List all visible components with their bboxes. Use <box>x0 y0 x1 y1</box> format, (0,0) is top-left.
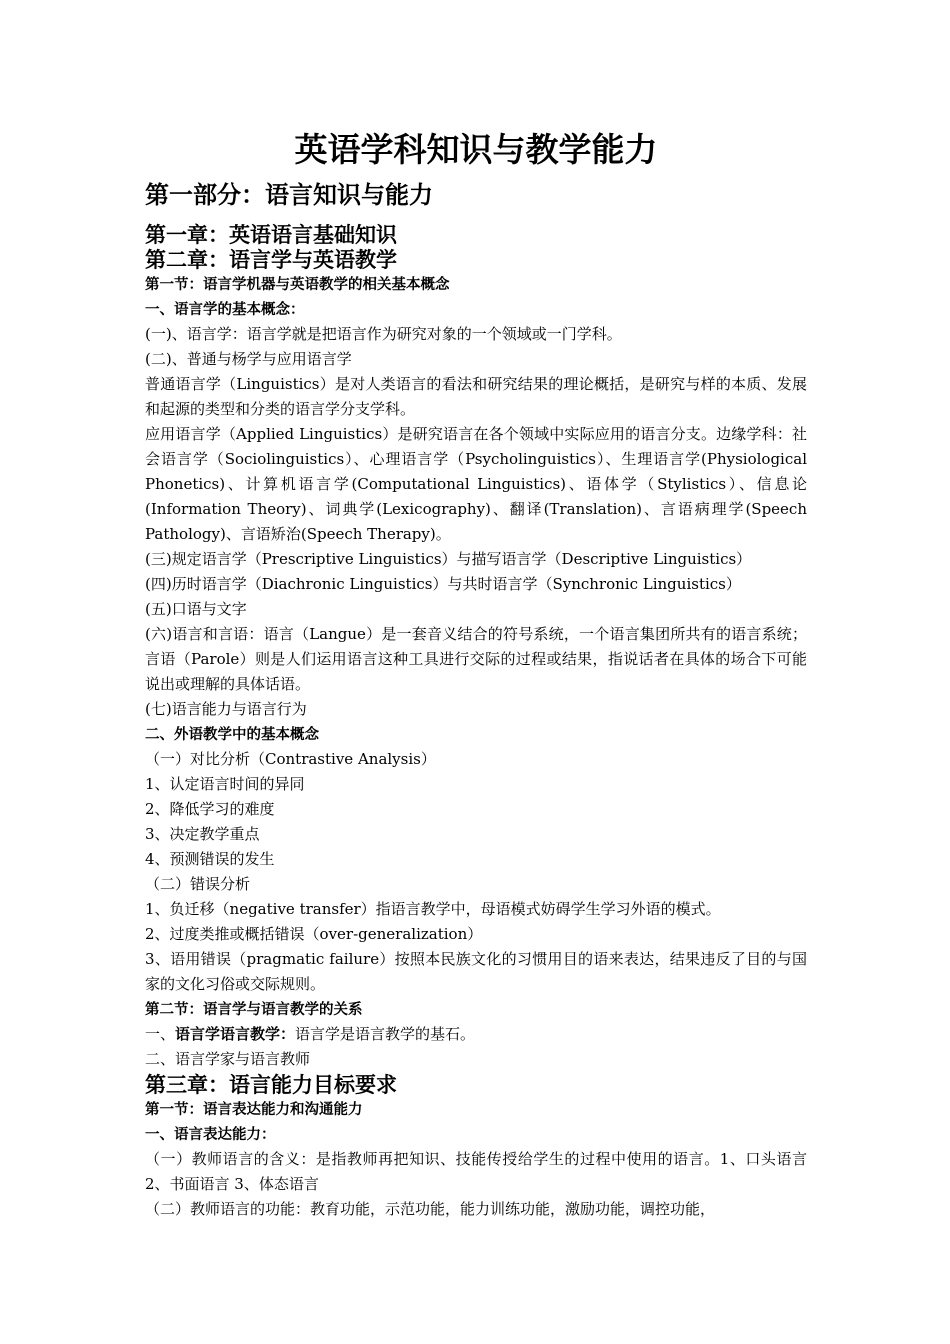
list-item: 3、决定教学重点 <box>145 825 260 843</box>
paragraph: (三)规定语言学（Prescriptive Linguistics）与描写语言学（Descriptive Linguistics） <box>145 550 752 568</box>
paragraph: （一）对比分析（Contrastive Analysis） <box>145 750 436 768</box>
paragraph: (一)、语言学：语言学就是把语言作为研究对象的一个领域或一门学科。 <box>145 325 622 343</box>
list-item: 3、语用错误（pragmatic failure）按照本民族文化的习惯用目的语来表达，结果违反了目的与国家的文化习俗或交际规则。 <box>145 950 807 993</box>
subsection-heading: 二、外语教学中的基本概念 <box>145 726 319 743</box>
document-title: 英语学科知识与教学能力 <box>294 130 658 169</box>
paragraph: (五)口语与文字 <box>145 600 247 618</box>
paragraph: (七)语言能力与语言行为 <box>145 700 307 718</box>
list-item: 4、预测错误的发生 <box>145 850 275 868</box>
paragraph: 二、语言学家与语言教师 <box>145 1050 311 1068</box>
paragraph-bold-lead: 语言学语言教学： <box>175 1025 296 1043</box>
document-body <box>145 128 807 1222</box>
part-heading: 第一部分：语言知识与能力 <box>145 180 433 209</box>
chapter-heading-1: 第一章：英语语言基础知识 <box>145 222 397 247</box>
paragraph: （一）教师语言的含义：是指教师再把知识、技能传授给学生的过程中使用的语言。1、口头语言 2、书面语言 3、体态语言 <box>145 1150 807 1193</box>
list-item: 1、负迁移（negative transfer）指语言教学中，母语模式妨碍学生学习外语的模式。 <box>145 900 721 918</box>
paragraph: 应用语言学（Applied Linguistics）是研究语言在各个领域中实际应用的语言分支。边缘学科：社会语言学（Sociolinguistics）、心理语言学（Psycholinguistics）、生理语言学(Physiological Phonetics)、计算机语言学(Computational Linguistics)、语体学（Stylistics）、信息论(Information Theory)、词典学(Lexicography)、翻译(Translation)、言语病理学(Speech Pathology)、言语矫治(Speech Therapy)。 <box>145 425 807 543</box>
subsection-heading: 一、语言学的基本概念： <box>145 301 305 318</box>
paragraph <box>145 1022 807 1047</box>
paragraph-text: 语言学是语言教学的基石。 <box>295 1025 476 1043</box>
chapter-heading-3: 第三章：语言能力目标要求 <box>145 1072 397 1097</box>
paragraph: （二）错误分析 <box>145 875 251 893</box>
section-heading: 第一节：语言学机器与英语教学的相关基本概念 <box>145 276 450 293</box>
subsection-heading: 一、语言表达能力： <box>145 1126 276 1143</box>
list-item: 2、降低学习的难度 <box>145 800 275 818</box>
paragraph: (六)语言和言语：语言（Langue）是一套音义结合的符号系统，一个语言集团所共有的语言系统；言语（Parole）则是人们运用语言这种工具进行交际的过程或结果，指说话者在具体的场合下可能说出或理解的具体话语。 <box>145 625 807 693</box>
section-heading: 第二节：语言学与语言教学的关系 <box>145 1001 363 1018</box>
paragraph: (四)历时语言学（Diachronic Linguistics）与共时语言学（Synchronic Linguistics） <box>145 575 741 593</box>
paragraph: (二)、普通与杨学与应用语言学 <box>145 350 352 368</box>
list-item: 2、过度类推或概括错误（over-generalization） <box>145 925 483 943</box>
list-item: 1、认定语言时间的异同 <box>145 775 305 793</box>
chapter-heading-2: 第二章：语言学与英语教学 <box>145 247 397 272</box>
paragraph-prefix: 一、 <box>145 1025 176 1043</box>
paragraph: （二）教师语言的功能：教育功能，示范功能，能力训练功能，激励功能，调控功能， <box>145 1200 716 1218</box>
section-heading: 第一节：语言表达能力和沟通能力 <box>145 1101 363 1118</box>
paragraph: 普通语言学（Linguistics）是对人类语言的看法和研究结果的理论概括，是研究与样的本质、发展和起源的类型和分类的语言学分支学科。 <box>145 375 807 418</box>
